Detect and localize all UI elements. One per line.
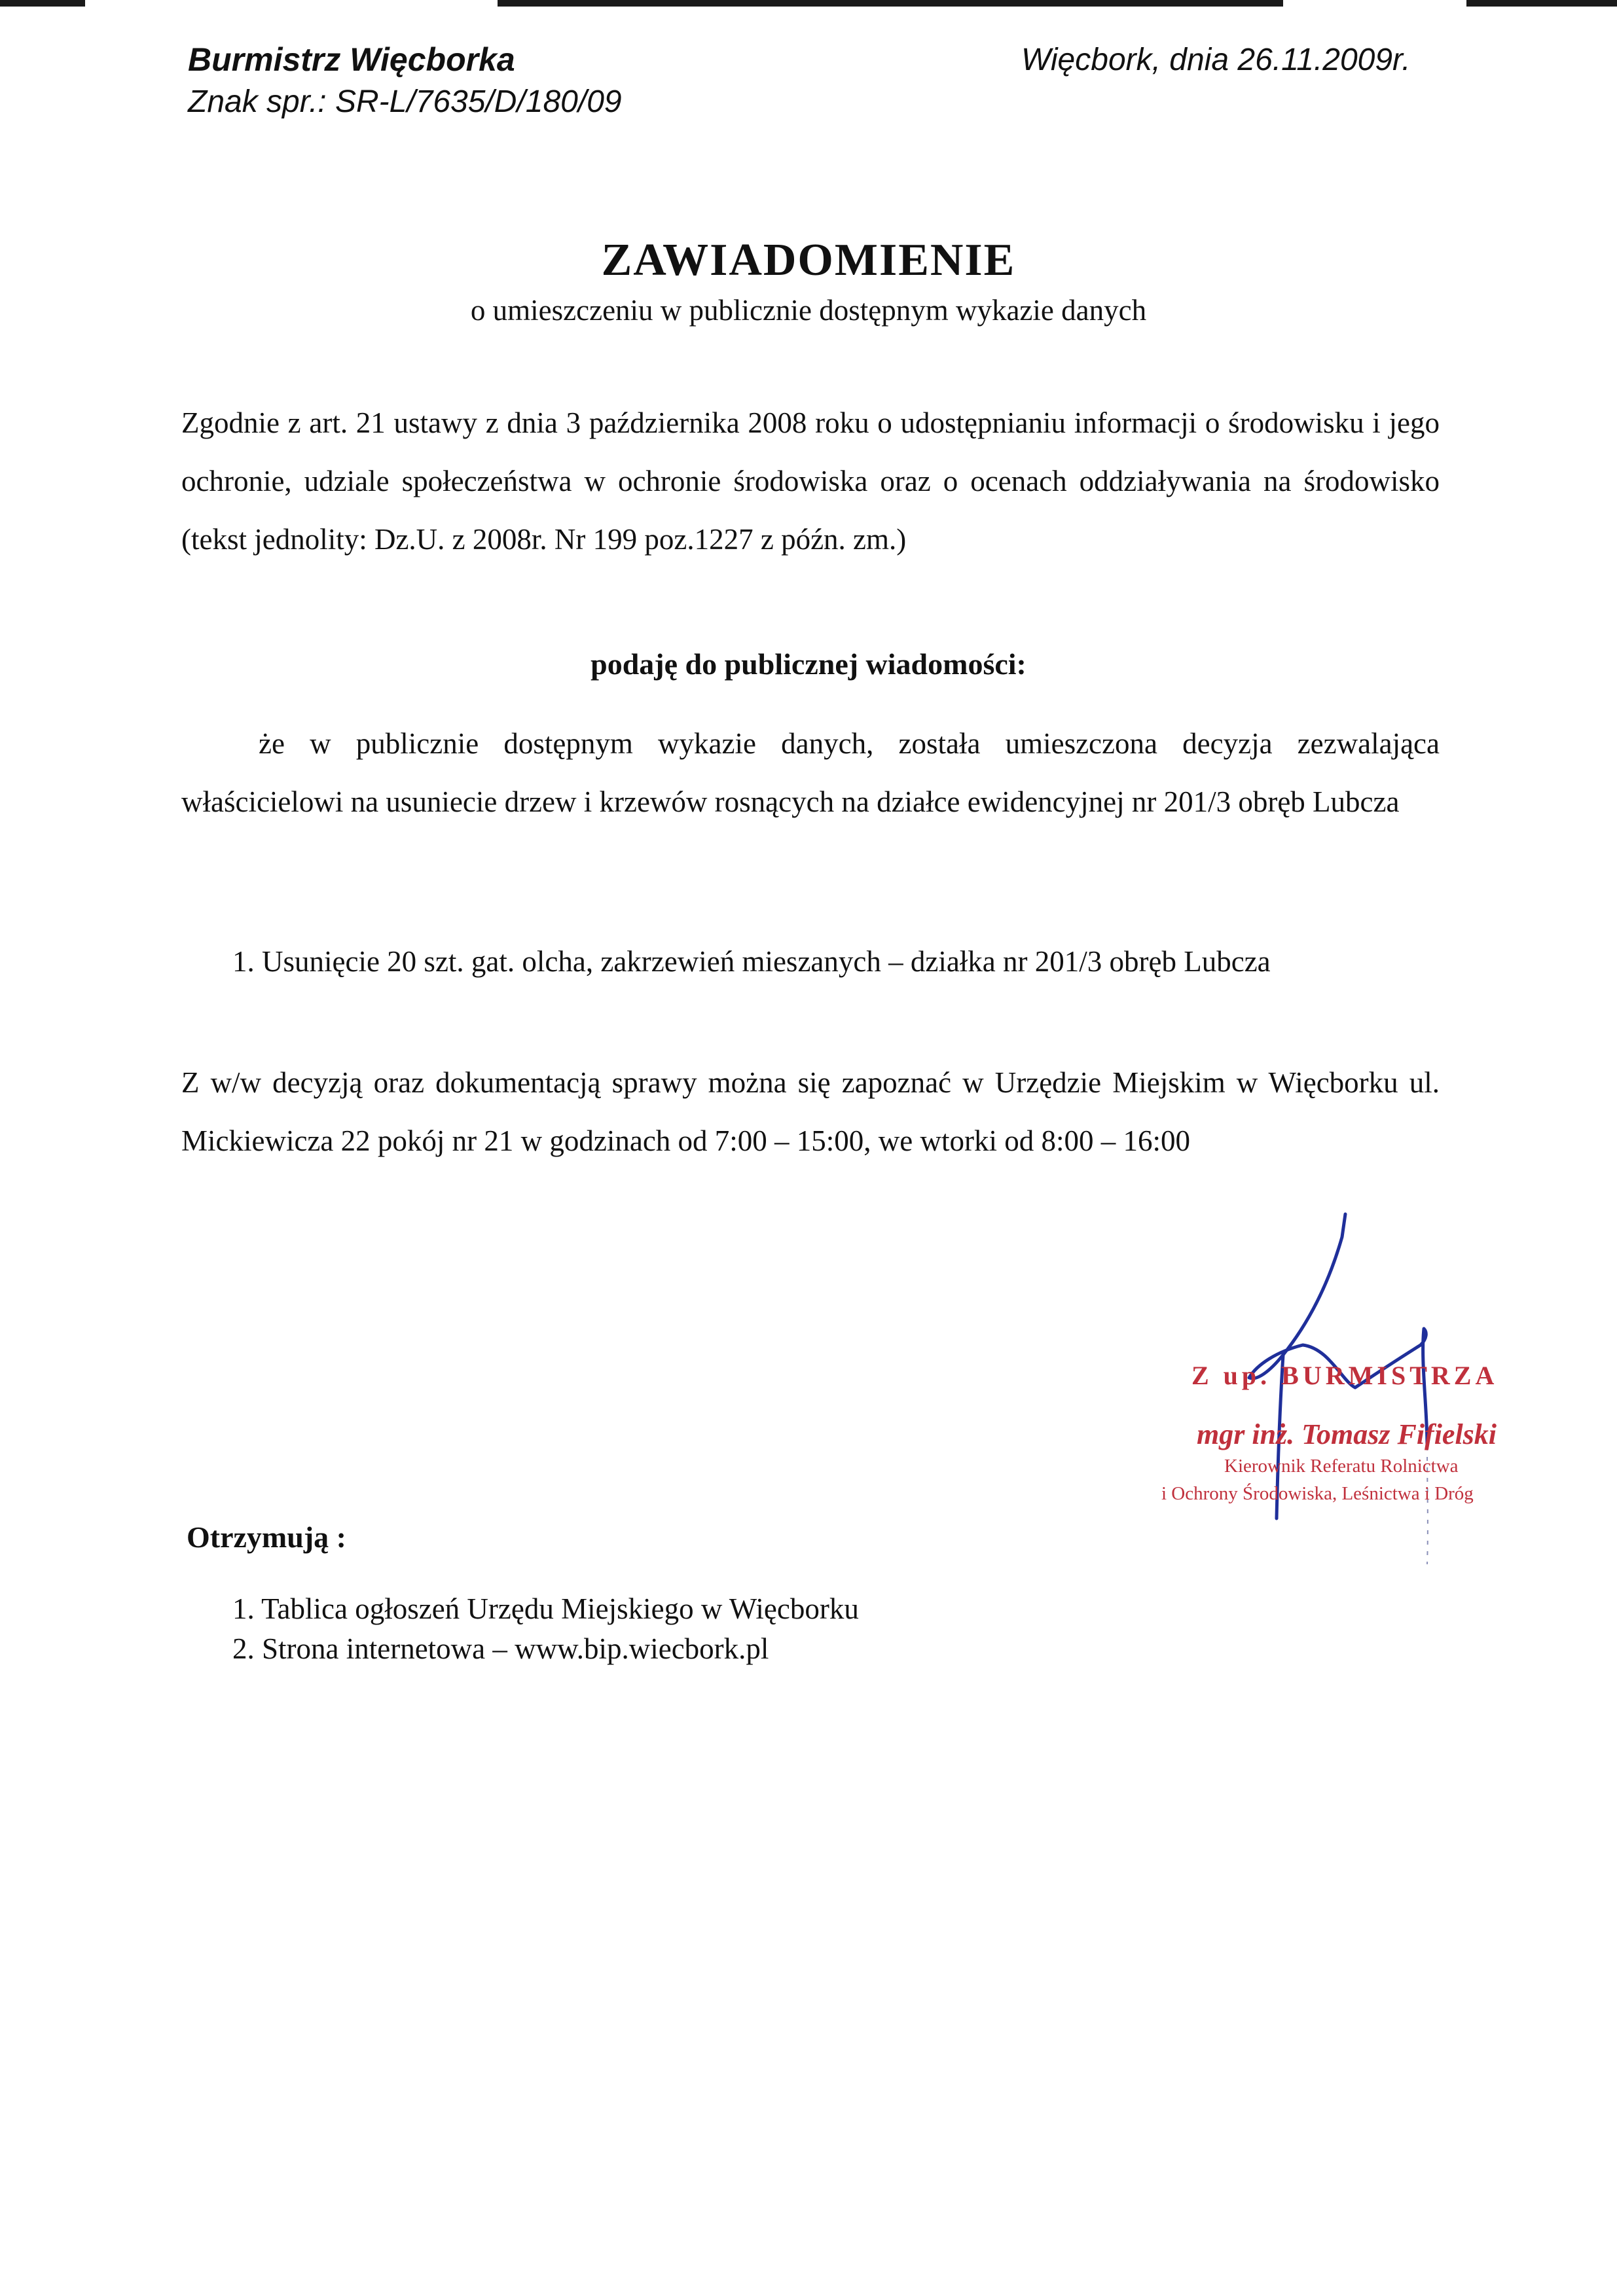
decision-text: że w publicznie dostępnym wykazie danych, została umieszczona decyzja zezwalająca właścicielowi na usuniecie drzew i krzewów rosnących na działce ewidencyjnej nr 201/3 obręb Lubcza [181,727,1440,818]
place-and-date: Więcbork, dnia 26.11.2009r. [1021,43,1411,77]
legal-basis-paragraph: Zgodnie z art. 21 ustawy z dnia 3 października 2008 roku o udostępnianiu informacji o środowisku i jego ochronie, udziale społeczeństwa w ochronie środowiska oraz o ocenach oddziaływania na środowisko (tekst jednolity: Dz.U. z 2008r. Nr 199 poz.1227 z późn. zm.) [181,406,1440,556]
proclamation-heading: podaję do publicznej wiadomości: [590,647,1027,681]
case-reference: Znak spr.: SR-L/7635/D/180/09 [188,84,622,119]
recipients-list [232,1589,859,1669]
recipients-heading: Otrzymują : [187,1520,346,1554]
list-item: 1. Tablica ogłoszeń Urzędu Miejskiego w Więcborku [232,1592,859,1625]
official-stamp [1152,1348,1545,1545]
scan-edge [1466,0,1617,7]
scan-edge [498,0,1283,7]
stamp-line-name: mgr inż. Tomasz Fifielski [1197,1418,1497,1450]
document-title: ZAWIADOMIENIE [601,235,1016,285]
stamp-line-position: Kierownik Referatu Rolnictwa [1224,1456,1459,1477]
stamp-line-authorization: Z up. BURMISTRZA [1191,1361,1499,1390]
list-item: 2. Strona internetowa – www.bip.wiecbork.pl [232,1632,769,1665]
information-paragraph: Z w/w decyzją oraz dokumentacją sprawy można się zapoznać w Urzędzie Miejskim w Więcborku ul. Mickiewicza 22 pokój nr 21 w godzinach od 7:00 – 15:00, we wtorki od 8:00 – 16:00 [181,1066,1440,1157]
stamp-line-department: i Ochrony Środowiska, Leśnictwa i Dróg [1161,1483,1474,1504]
decision-item: 1. Usunięcie 20 szt. gat. olcha, zakrzewień mieszanych – działka nr 201/3 obręb Lubcza [232,945,1271,978]
decision-paragraph [181,715,1440,831]
scan-edge [0,0,85,7]
document-subtitle: o umieszczeniu w publicznie dostępnym wykazie danych [470,294,1147,327]
issuing-authority: Burmistrz Więcborka [188,41,515,78]
